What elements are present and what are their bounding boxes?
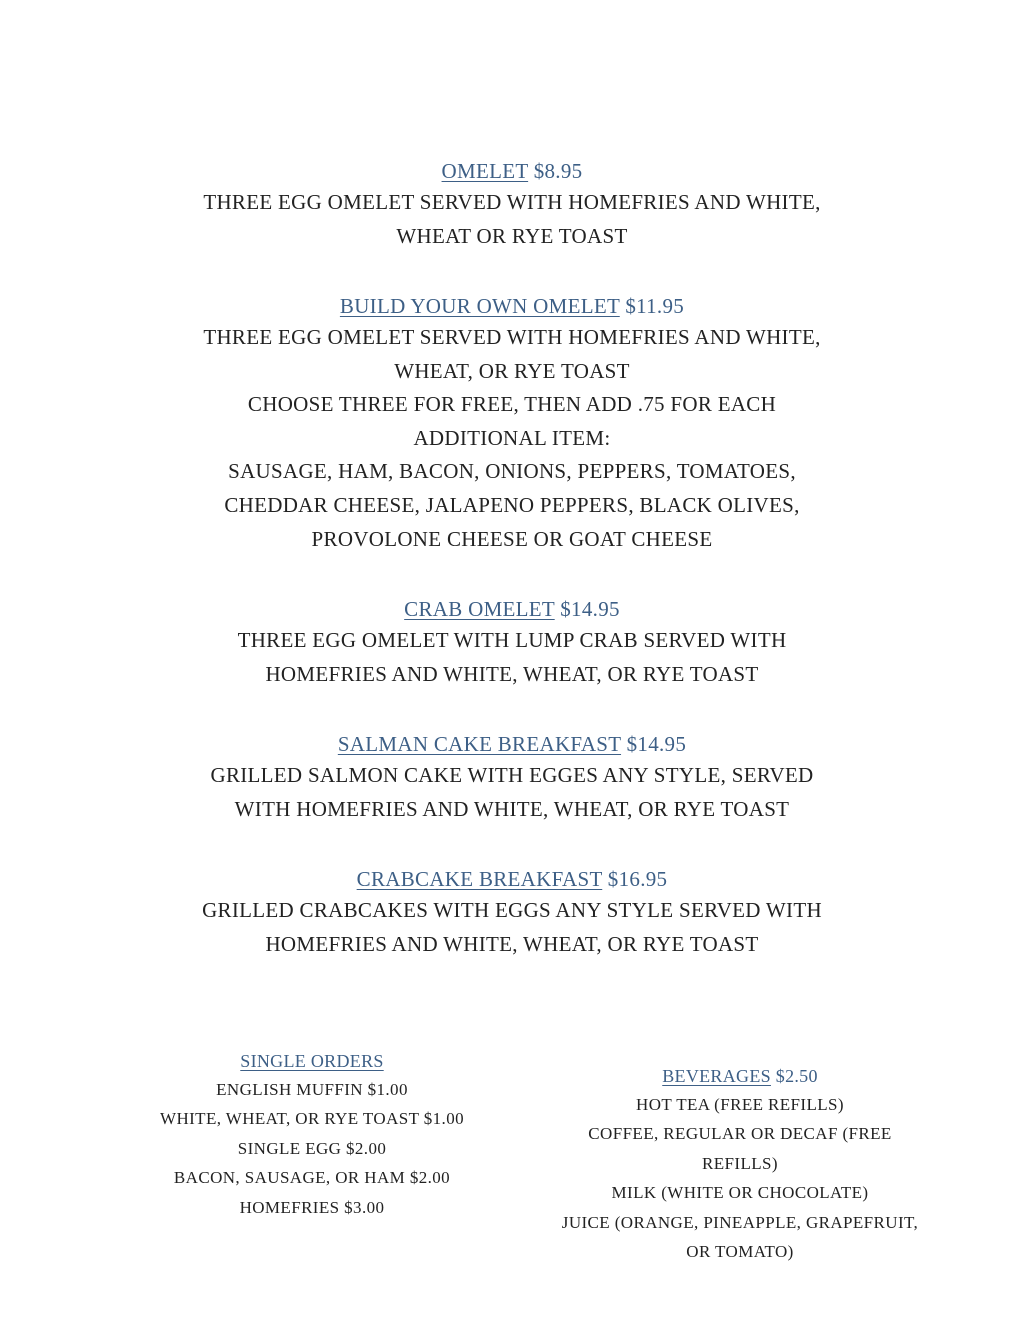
item-description-line: GRILLED SALMON CAKE WITH EGGES ANY STYLE, SERVED (210, 763, 814, 787)
beverage-line: COFFEE, REGULAR OR DECAF (FREE (588, 1124, 892, 1144)
beverages-price: $2.50 (775, 1066, 818, 1086)
single-order-line: SINGLE EGG $2.00 (237, 1138, 387, 1158)
item-description-line: CHEDDAR CHEESE, JALAPENO PEPPERS, BLACK OLIVES, (224, 492, 800, 517)
single-orders-heading (102, 1047, 522, 1075)
menu-item-build-your-own-omelet (0, 291, 1024, 556)
item-heading (0, 594, 1024, 624)
item-name: OMELET (441, 159, 529, 183)
item-description-line: WITH HOMEFRIES AND WHITE, WHEAT, OR RYE TOAST (234, 796, 790, 821)
item-description-line: GRILLED CRABCAKES WITH EGGS ANY STYLE SERVED WITH (202, 898, 822, 922)
item-name: SALMAN CAKE BREAKFAST (337, 732, 622, 756)
beverages-heading (505, 1062, 975, 1090)
item-description-line: PROVOLONE CHEESE OR GOAT CHEESE (311, 526, 713, 551)
item-name: CRAB OMELET (404, 597, 555, 621)
item-description-line: WHEAT, OR RYE TOAST (394, 358, 630, 383)
single-order-line: ENGLISH MUFFIN $1.00 (216, 1080, 408, 1099)
menu-item-salman-cake-breakfast (0, 729, 1024, 826)
item-description-line: CHOOSE THREE FOR FREE, THEN ADD .75 FOR EACH (247, 392, 777, 417)
menu-item-omelet (0, 156, 1024, 253)
item-description-line: HOMEFRIES AND WHITE, WHEAT, OR RYE TOAST (265, 661, 759, 686)
item-description-line: THREE EGG OMELET SERVED WITH HOMEFRIES AND WHITE, (203, 190, 821, 214)
item-price: $11.95 (625, 294, 685, 318)
item-price: $8.95 (533, 159, 583, 183)
item-description-line: HOMEFRIES AND WHITE, WHEAT, OR RYE TOAST (265, 931, 759, 956)
item-description-line: THREE EGG OMELET SERVED WITH HOMEFRIES AND WHITE, (203, 325, 821, 349)
item-description-line: THREE EGG OMELET WITH LUMP CRAB SERVED WITH (237, 628, 787, 652)
single-order-line: WHITE, WHEAT, OR RYE TOAST $1.00 (160, 1109, 464, 1129)
menu-item-crabcake-breakfast (0, 864, 1024, 961)
menu-item-crab-omelet (0, 594, 1024, 691)
item-name: CRABCAKE BREAKFAST (356, 867, 603, 891)
item-heading (0, 864, 1024, 894)
item-description-line: WHEAT OR RYE TOAST (396, 223, 628, 248)
item-description-line: SAUSAGE, HAM, BACON, ONIONS, PEPPERS, TOMATOES, (228, 459, 796, 484)
item-price: $14.95 (560, 597, 620, 621)
beverages-section (505, 1062, 975, 1266)
single-orders-title: SINGLE ORDERS (240, 1051, 384, 1071)
beverage-line: HOT TEA (FREE REFILLS) (636, 1095, 844, 1114)
beverage-line: MILK (WHITE OR CHOCOLATE) (611, 1183, 869, 1203)
beverages-title: BEVERAGES (662, 1066, 771, 1086)
beverage-line: OR TOMATO) (686, 1242, 794, 1262)
beverage-line: JUICE (ORANGE, PINEAPPLE, GRAPEFRUIT, (561, 1212, 919, 1232)
single-orders-section (102, 1047, 522, 1222)
single-order-line: HOMEFRIES $3.00 (239, 1197, 385, 1217)
item-heading (0, 729, 1024, 759)
item-price: $14.95 (626, 732, 687, 756)
item-heading (0, 291, 1024, 321)
single-order-line: BACON, SAUSAGE, OR HAM $2.00 (173, 1168, 451, 1188)
beverage-line: REFILLS) (702, 1153, 778, 1173)
item-price: $16.95 (607, 867, 668, 891)
item-heading (0, 156, 1024, 186)
item-name: BUILD YOUR OWN OMELET (339, 294, 620, 318)
item-description-line: ADDITIONAL ITEM: (413, 425, 611, 450)
